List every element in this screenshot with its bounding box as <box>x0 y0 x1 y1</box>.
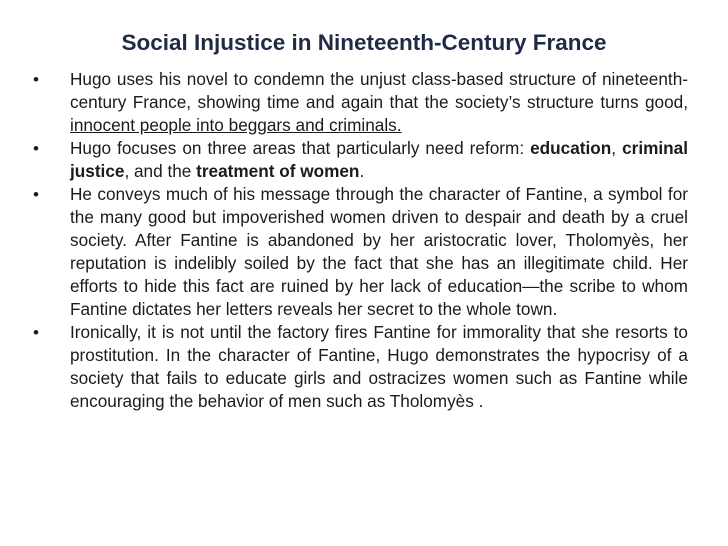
bullet-item-reform-areas <box>33 137 688 183</box>
bullet-text: Ironically, it is not until the factory fires Fantine for immorality that she resorts to prostitution. In the character of Fantine, Hugo demonstrates the hypocrisy of a society that fails to educate girls and ostracizes women such as Fantine while encouraging the behavior of men such as Tholomyès . <box>70 322 688 411</box>
bullet-item-fantine <box>33 183 688 321</box>
bullet-item-class-structure <box>33 68 688 137</box>
bullet-glyph: • <box>33 323 39 342</box>
separator: , <box>611 138 623 158</box>
bullet-text-segment: Hugo focuses on three areas that particularly need reform: <box>70 138 531 158</box>
bullet-text <box>70 68 688 137</box>
bullet-text <box>70 137 688 183</box>
bold-term-treatment-of-women: treatment of women <box>196 161 360 181</box>
bullet-glyph: • <box>33 70 39 89</box>
sentence-end: . <box>359 161 365 181</box>
slide-title: Social Injustice in Nineteenth-Century France <box>121 30 607 55</box>
bullet-glyph: • <box>33 185 39 204</box>
bullet-text: He conveys much of his message through the character of Fantine, a symbol for the many good but impoverished women driven to despair and death by a cruel society. After Fantine is abandoned by her aristocratic lover, Tholomyès, her reputation is indelibly soiled by the fact that she has an illegitimate child. Her efforts to hide this fact are ruined by her lack of education—the scribe to whom Fantine dictates her letters reveals her secret to the whole town. <box>70 184 688 319</box>
bold-term-criminal-justice: criminal justice <box>70 138 688 181</box>
bullet-item-irony <box>33 321 688 413</box>
underlined-phrase: innocent people into beggars and criminals. <box>70 115 402 135</box>
bullet-glyph: • <box>33 139 39 158</box>
bullet-list <box>33 68 688 413</box>
bullet-text-segment: Hugo uses his novel to condemn the unjust class-based structure of nineteenth-century France, showing time and again that the society’s structure turns good, <box>70 69 688 112</box>
separator: , and the <box>124 161 197 181</box>
bold-term-education: education <box>530 138 612 158</box>
